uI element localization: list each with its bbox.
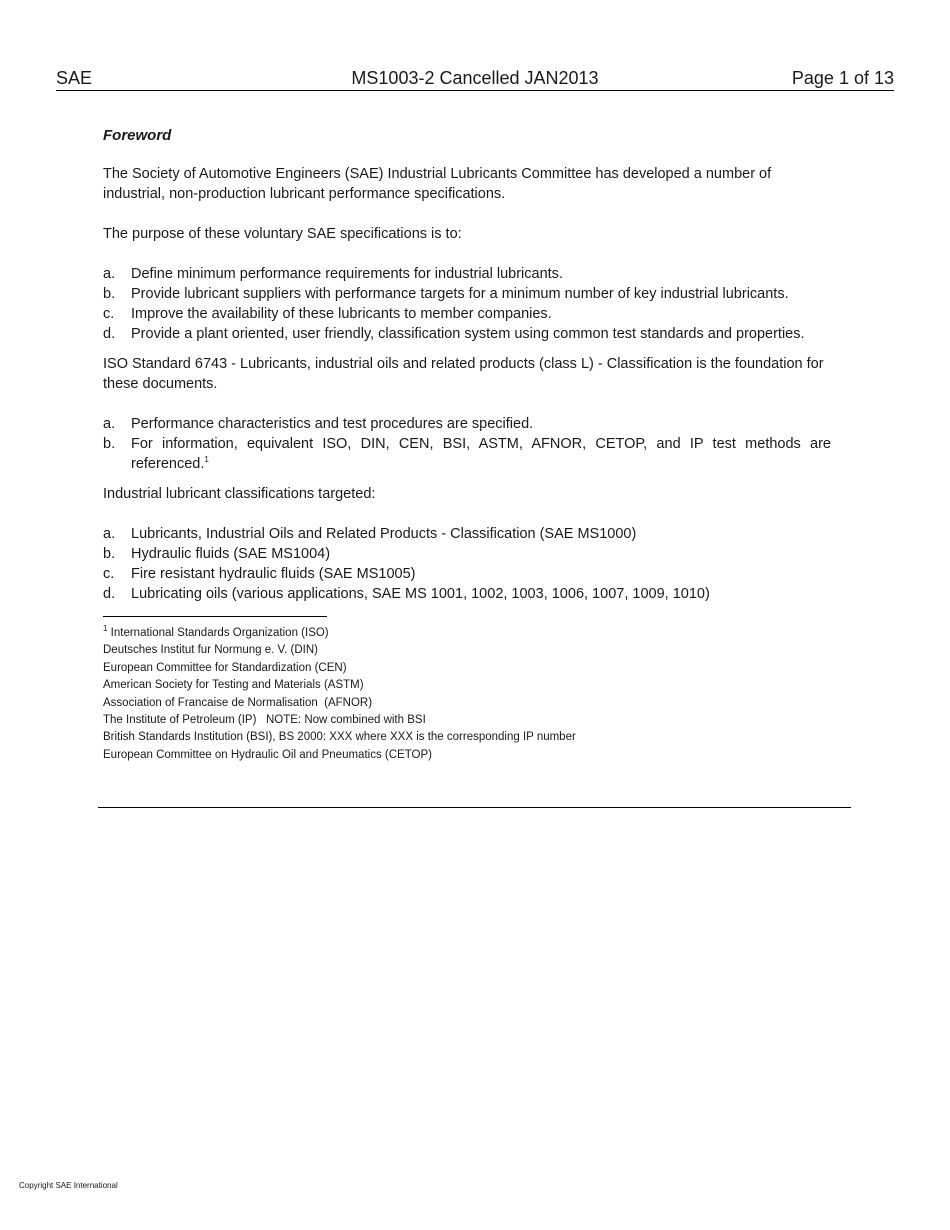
footnote-line: Association of Francaise de Normalisation (AFNOR) [103, 696, 373, 709]
list-item [103, 304, 831, 324]
intro-paragraph: The Society of Automotive Engineers (SAE) Industrial Lubricants Committee has developed a number of industrial, non-production lubricant performance specifications. [103, 166, 772, 202]
list-marker: b. [103, 436, 116, 452]
list-marker: c. [103, 306, 115, 322]
footnotes [103, 625, 831, 764]
list-item-text: For information, equivalent ISO, DIN, CEN, BSI, ASTM, AFNOR, CETOP, and IP test methods are referenced. [131, 436, 831, 472]
purpose-intro: The purpose of these voluntary SAE specifications is to: [103, 226, 462, 242]
list-item [103, 434, 831, 474]
footnote-line: American Society for Testing and Materials (ASTM) [103, 679, 364, 692]
list-item [103, 414, 831, 434]
footnote-reference[interactable]: 1 [204, 455, 209, 465]
list-marker: a. [103, 526, 116, 542]
list-marker: a. [103, 266, 116, 282]
list-marker: c. [103, 566, 115, 582]
list-item [103, 324, 831, 344]
footnote-bottom-rule [98, 807, 851, 808]
footnote-line: The Institute of Petroleum (IP) NOTE: Now combined with BSI [103, 714, 426, 727]
iso-paragraph: ISO Standard 6743 - Lubricants, industrial oils and related products (class L) - Classification is the foundation for these documents. [103, 356, 824, 392]
list-marker: b. [103, 546, 116, 562]
footnote-line: European Committee on Hydraulic Oil and Pneumatics (CETOP) [103, 748, 432, 761]
footnote-line: British Standards Institution (BSI), BS 2000: XXX where XXX is the corresponding IP number [103, 731, 576, 744]
list-item-text: Performance characteristics and test procedures are specified. [131, 416, 534, 432]
section-heading: Foreword [103, 127, 172, 144]
footnote-separator [103, 616, 327, 617]
document-body [103, 126, 831, 764]
list-item-text: Fire resistant hydraulic fluids (SAE MS1005) [131, 566, 416, 582]
footnote-line: Deutsches Institut fur Normung e. V. (DIN) [103, 644, 318, 657]
page-header [56, 66, 894, 91]
list-item [103, 564, 831, 584]
list-item [103, 584, 831, 604]
footnote-marker: 1 [103, 624, 108, 634]
iso-list [103, 414, 831, 474]
footnote-line [103, 625, 831, 642]
list-marker: d. [103, 326, 116, 342]
list-item-text: Provide lubricant suppliers with performance targets for a minimum number of key industrial lubricants. [131, 286, 789, 302]
copyright-notice: Copyright SAE International [19, 1181, 118, 1190]
list-item-text: Provide a plant oriented, user friendly, classification system using common test standards and properties. [131, 326, 805, 342]
list-marker: b. [103, 286, 116, 302]
list-marker: a. [103, 416, 116, 432]
header-org: SAE [56, 68, 93, 88]
footnote-line: European Committee for Standardization (CEN) [103, 661, 347, 674]
list-item [103, 524, 831, 544]
header-page-number: Page 1 of 13 [791, 68, 894, 88]
list-item [103, 264, 831, 284]
header-document-id: MS1003-2 Cancelled JAN2013 [351, 68, 599, 88]
list-item-text: Define minimum performance requirements for industrial lubricants. [131, 266, 563, 282]
list-item [103, 544, 831, 564]
list-item [103, 284, 831, 304]
list-item-text: Improve the availability of these lubricants to member companies. [131, 306, 552, 322]
list-marker: d. [103, 586, 116, 602]
footnote-text: International Standards Organization (ISO) [110, 627, 329, 639]
purpose-list [103, 264, 831, 344]
list-item-text: Hydraulic fluids (SAE MS1004) [131, 546, 331, 562]
targets-list [103, 524, 831, 604]
list-item-text: Lubricants, Industrial Oils and Related Products - Classification (SAE MS1000) [131, 526, 637, 542]
targets-intro: Industrial lubricant classifications targeted: [103, 486, 376, 502]
list-item-text: Lubricating oils (various applications, SAE MS 1001, 1002, 1003, 1006, 1007, 1009, 1010) [131, 586, 710, 602]
